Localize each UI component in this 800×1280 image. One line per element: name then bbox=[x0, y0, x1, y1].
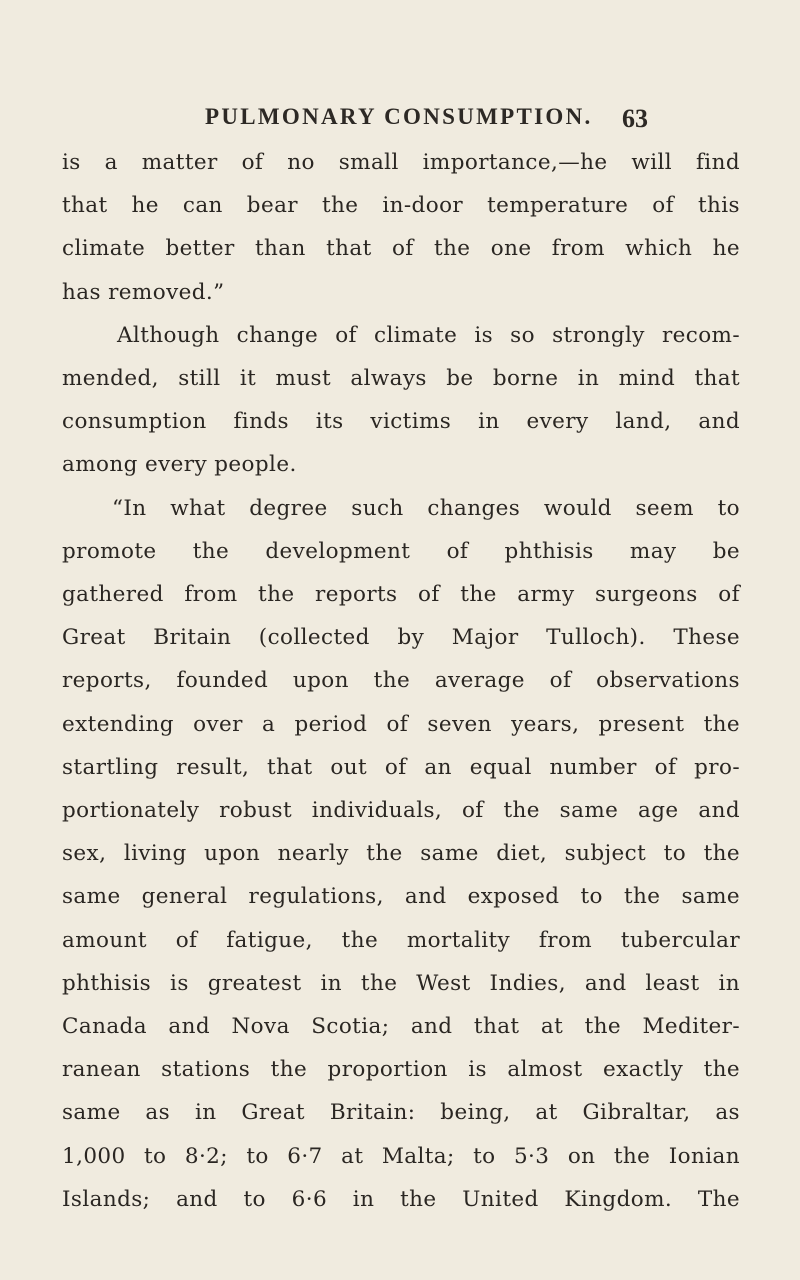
text-line: startling result, that out of an equal number of pro- bbox=[62, 754, 740, 780]
text-line: climate better than that of the one from which he bbox=[62, 236, 740, 262]
text-line: is a matter of no small importance,—he will find bbox=[62, 150, 740, 175]
text-line: 1,000 to 8·2; to 6·7 at Malta; to 5·3 on the Ionian bbox=[62, 1143, 740, 1169]
page-number: 63 bbox=[622, 104, 648, 133]
text-line: ranean stations the proportion is almost exactly the bbox=[62, 1057, 740, 1083]
text-line: Although change of climate is so strongly recom- bbox=[117, 322, 740, 348]
text-line: same as in Great Britain: being, at Gibraltar, as bbox=[62, 1100, 740, 1126]
text-line: Canada and Nova Scotia; and that at the Mediter- bbox=[62, 1014, 740, 1039]
text-line: “In what degree such changes would seem to bbox=[112, 495, 740, 521]
running-head bbox=[205, 104, 648, 144]
text-line: consumption finds its victims in every land, and bbox=[62, 409, 740, 435]
text-line: has removed.” bbox=[62, 279, 225, 305]
text-line: portionately robust individuals, of the same age and bbox=[62, 798, 740, 823]
text-line: extending over a period of seven years, present the bbox=[62, 711, 740, 737]
text-line: gathered from the reports of the army surgeons of bbox=[62, 582, 740, 607]
text-line: Islands; and to 6·6 in the United Kingdom. The bbox=[62, 1186, 740, 1212]
text-line: promote the development of phthisis may be bbox=[62, 538, 740, 564]
text-line: phthisis is greatest in the West Indies, and least in bbox=[62, 970, 740, 996]
text-line: same general regulations, and exposed to the same bbox=[62, 884, 740, 910]
text-line: mended, still it must always be borne in mind that bbox=[62, 366, 740, 391]
text-line: Great Britain (collected by Major Tulloch). These bbox=[62, 625, 740, 651]
text-line: amount of fatigue, the mortality from tubercular bbox=[62, 927, 740, 953]
text-line: among every people. bbox=[62, 452, 297, 478]
text-line: reports, founded upon the average of observations bbox=[62, 668, 740, 694]
running-title: PULMONARY CONSUMPTION. bbox=[205, 104, 593, 129]
text-line: that he can bear the in-door temperature of this bbox=[62, 193, 740, 219]
text-line: sex, living upon nearly the same diet, subject to the bbox=[62, 841, 740, 867]
